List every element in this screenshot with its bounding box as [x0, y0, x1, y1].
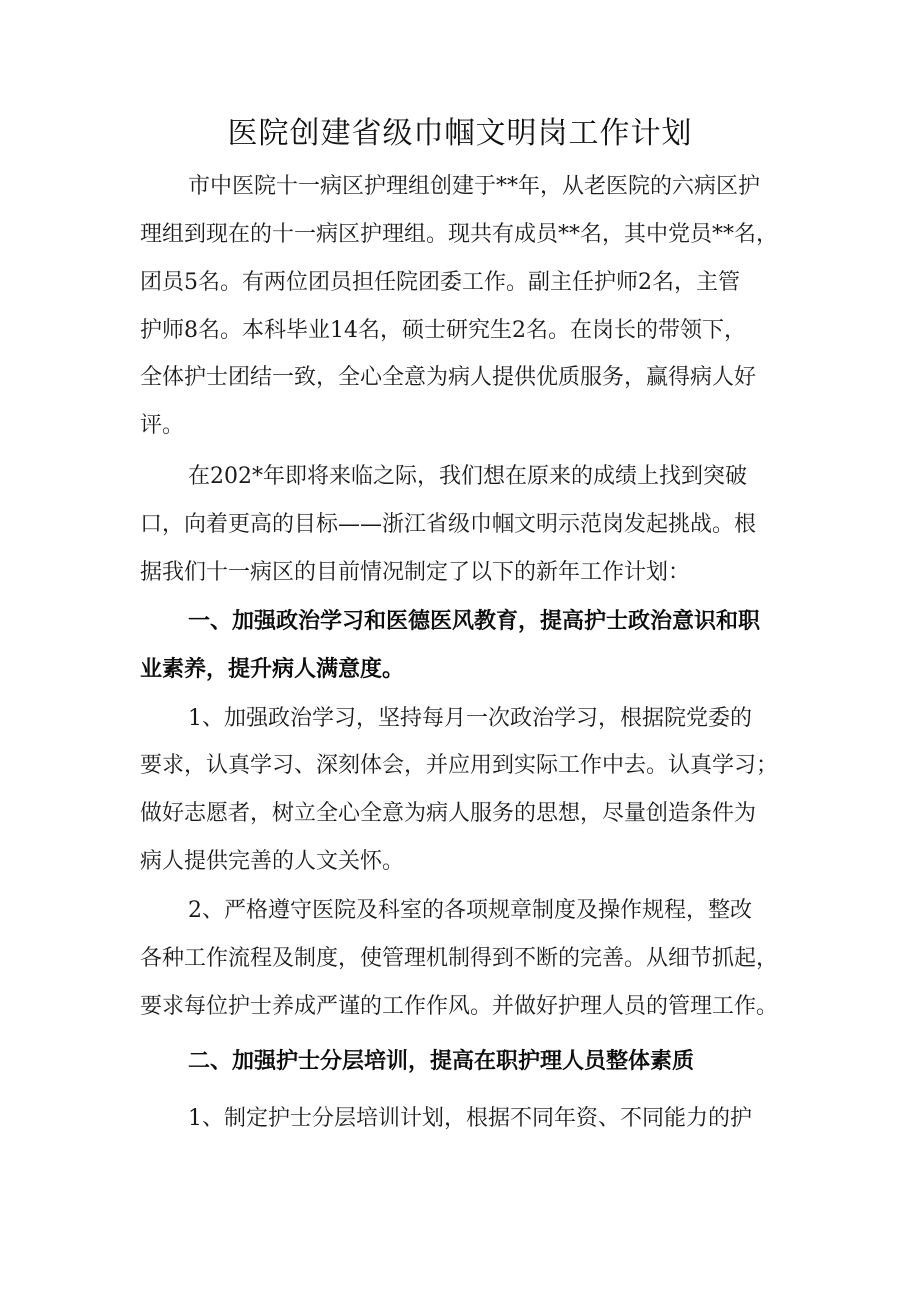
- paragraph-line: 1、加强政治学习，坚持每月一次政治学习，根据院党委的: [188, 706, 752, 731]
- paragraph-line: 病人提供完善的人文关怀。: [140, 849, 405, 874]
- paragraph-line: 各种工作流程及制度，使管理机制得到不断的完善。从细节抓起，: [140, 946, 779, 971]
- section-heading: 二、加强护士分层培训，提高在职护理人员整体素质: [188, 1049, 695, 1074]
- paragraph-line: 全体护士团结一致，全心全意为病人提供优质服务，赢得病人好: [140, 365, 757, 390]
- paragraph-line: 口，向着更高的目标——浙江省级巾帼文明示范岗发起挑战。根: [140, 512, 757, 537]
- document-title: 医院创建省级巾帼文明岗工作计划: [227, 116, 693, 151]
- paragraph-line: 在202*年即将来临之际，我们想在原来的成绩上找到突破: [188, 464, 747, 489]
- paragraph-line: 评。: [140, 413, 185, 438]
- paragraph-line: 护师8名。本科毕业14名，硕士研究生2名。在岗长的带领下，: [140, 318, 746, 343]
- section-heading: 一、加强政治学习和医德医风教育，提高护士政治意识和职: [188, 609, 761, 634]
- paragraph-line: 要求，认真学习、深刻体会，并应用到实际工作中去。认真学习；: [140, 753, 779, 778]
- paragraph-line: 团员5名。有两位团员担任院团委工作。副主任护师2名，主管: [140, 270, 740, 295]
- paragraph-line: 1、制定护士分层培训计划，根据不同年资、不同能力的护: [188, 1106, 752, 1131]
- section-heading: 业素养，提升病人满意度。: [140, 657, 405, 682]
- paragraph-line: 做好志愿者，树立全心全意为病人服务的思想，尽量创造条件为: [140, 801, 757, 826]
- paragraph-line: 据我们十一病区的目前情况制定了以下的新年工作计划：: [140, 560, 691, 585]
- paragraph-line: 市中医院十一病区护理组创建于**年，从老医院的六病区护: [188, 174, 761, 199]
- paragraph-line: 要求每位护士养成严谨的工作作风。并做好护理人员的管理工作。: [140, 994, 779, 1019]
- paragraph-line: 2、严格遵守医院及科室的各项规章制度及操作规程，整改: [188, 898, 752, 923]
- paragraph-line: 理组到现在的十一病区护理组。现共有成员**名，其中党员**名，: [140, 222, 779, 247]
